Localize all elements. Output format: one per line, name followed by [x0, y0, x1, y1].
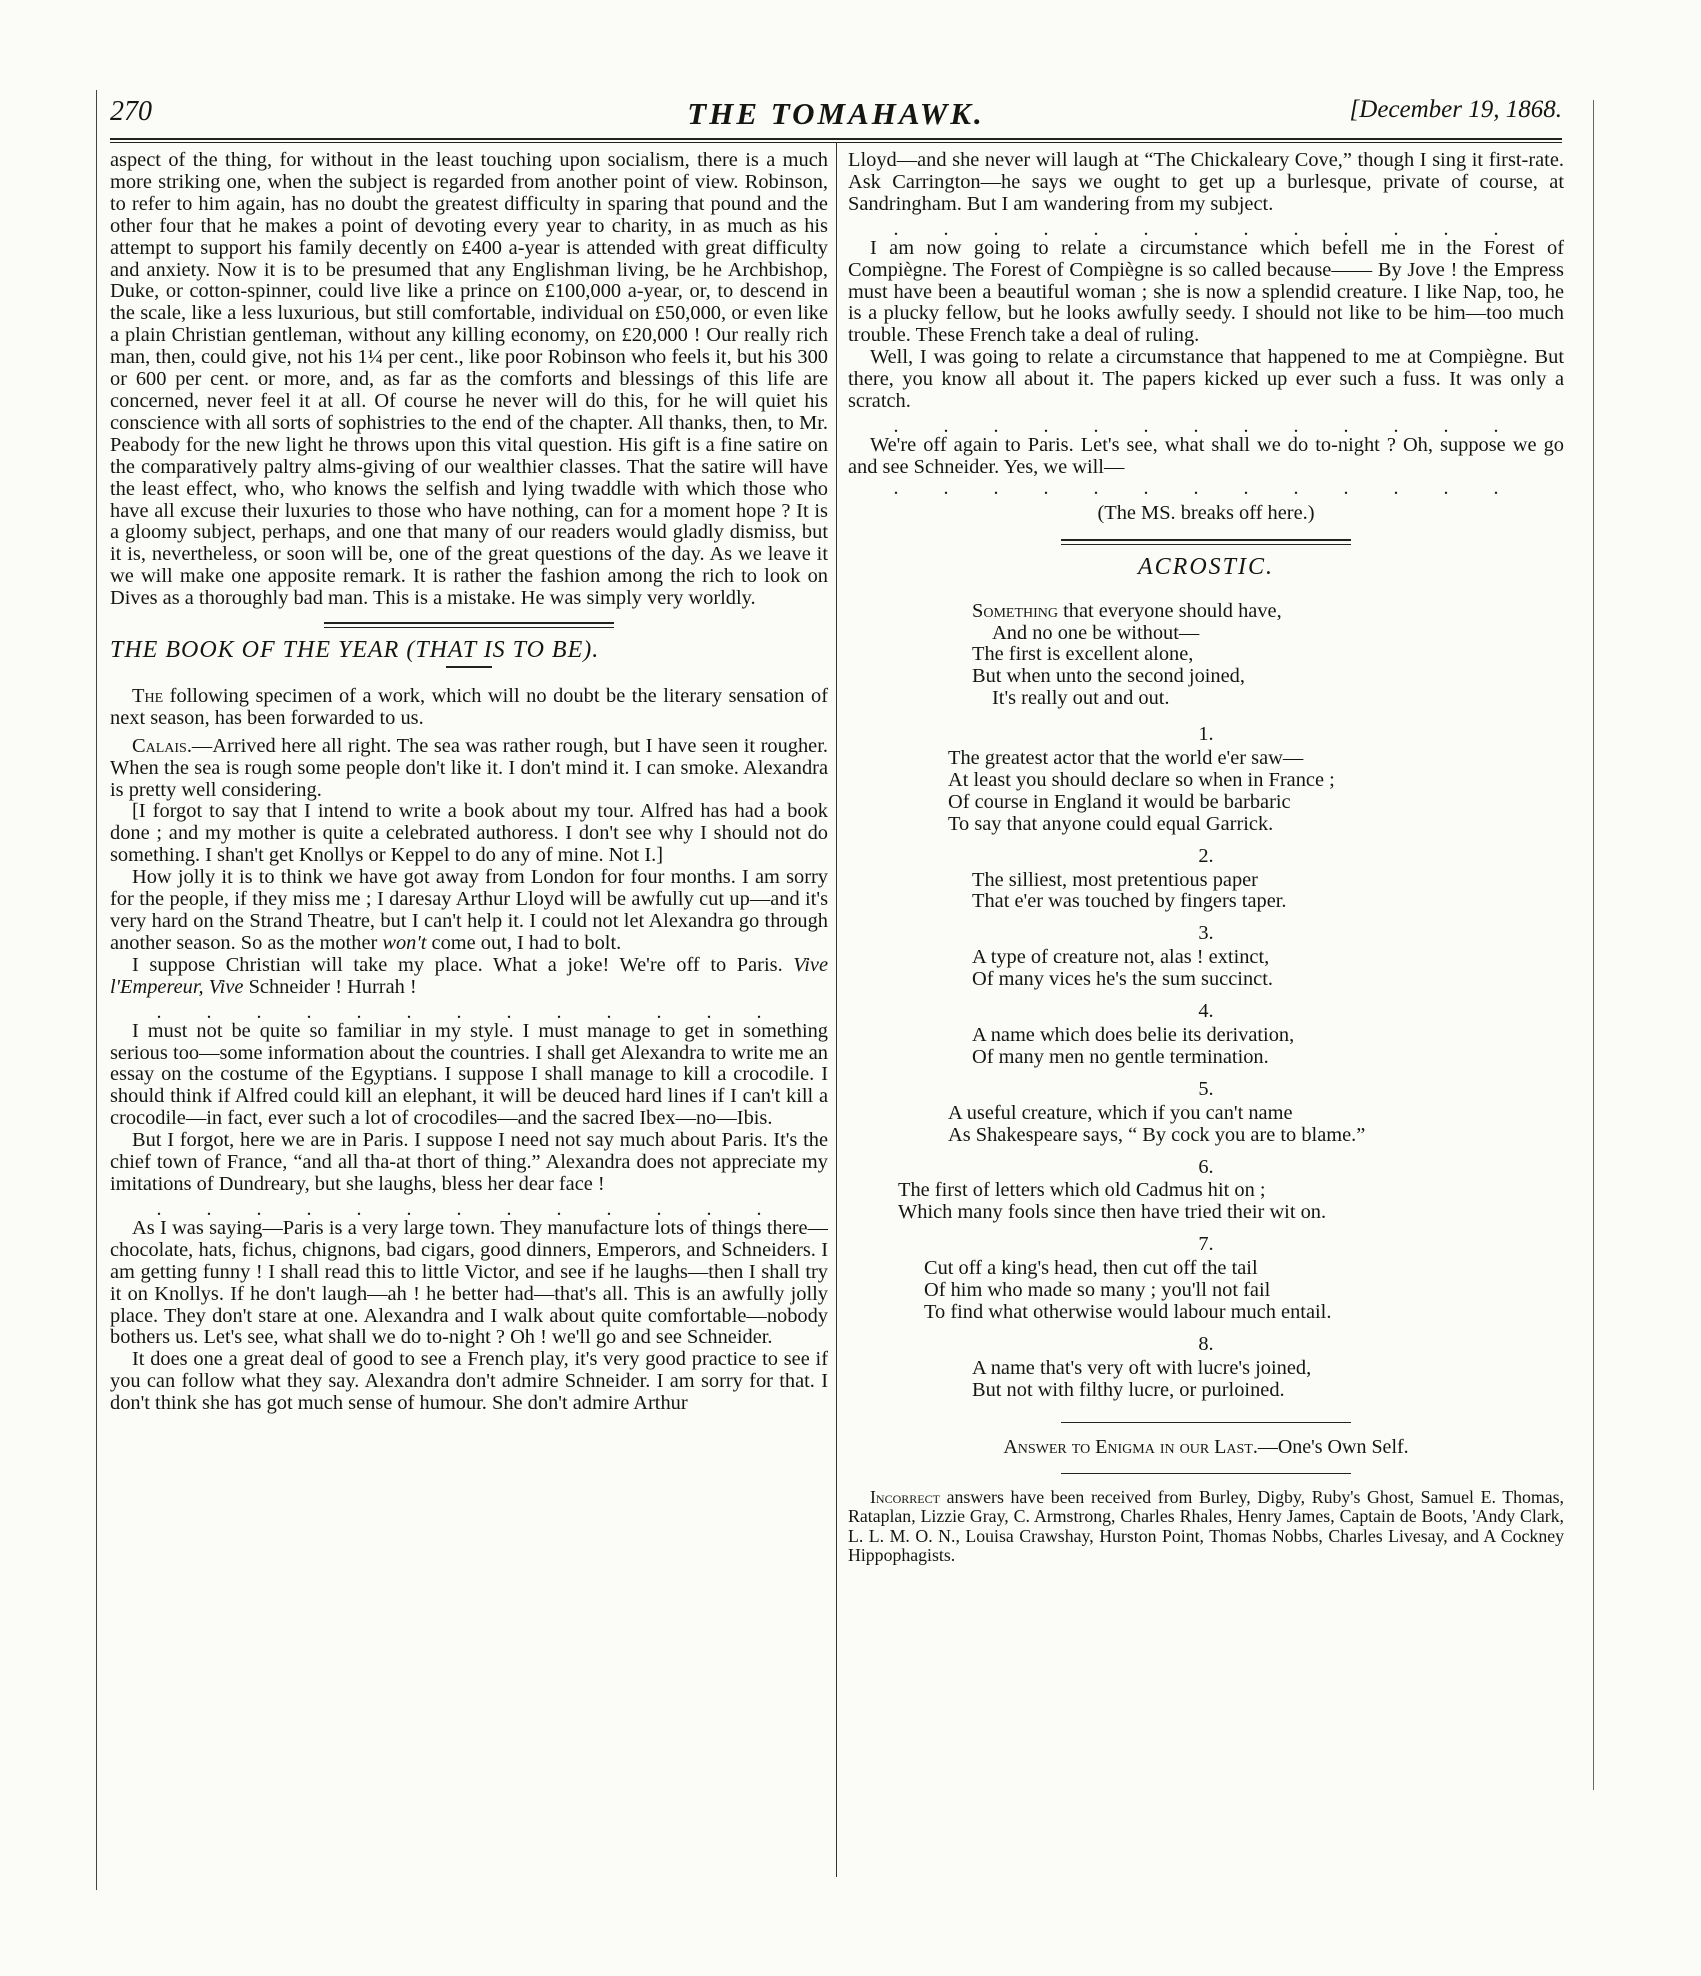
calais-text: —Arrived here all right. The sea was rather rough, but I have seen it rougher. When the sea is rough some people don't like it. I don't mind it. I can smoke. Alexandra is pretty well considering.	[110, 734, 828, 801]
poem-line: The silliest, most pretentious paper	[972, 868, 1258, 891]
ellipsis-divider: . . . . . . . . . . . . .	[156, 1002, 782, 1021]
ellipsis-divider: . . . . . . . . . . . . .	[893, 219, 1519, 238]
article-intro	[110, 686, 828, 730]
stanza-3	[848, 923, 1564, 991]
incorrect-label: Incorrect	[870, 1486, 940, 1507]
incorrect-text: answers have been received from Burley, Digby, Ruby's Ghost, Samuel E. Thomas, Rataplan, Lizzie Gray, C. Armstrong, Charles Rhales, Henry James, Captain de Boots, 'Andy Clark, L. L. M. O. N., Louisa Crawshay, Hurston Point, Thomas Nobbs, Charles Livesay, and A Cockney Hippophagists.	[848, 1486, 1564, 1565]
answer-line	[848, 1437, 1564, 1459]
poem-line: A name which does belie its derivation,	[972, 1024, 1295, 1046]
ellipsis-divider: . . . . . . . . . . . . .	[156, 1199, 782, 1218]
poem-first-word: Something	[972, 599, 1058, 622]
poem-line: But when unto the second joined,	[972, 665, 1245, 688]
intro-text: following specimen of a work, which will no doubt be the literary sensation of next season, has been forwarded to us.	[110, 684, 828, 729]
stanza-number: 3.	[1198, 922, 1214, 945]
stanza-2	[848, 846, 1564, 914]
ellipsis-divider: . . . . . . . . . . . . .	[893, 416, 1519, 435]
poem-line: To find what otherwise would labour much entail.	[924, 1300, 1332, 1323]
article-title: THE BOOK OF THE YEAR (THAT IS TO BE).	[110, 637, 600, 664]
poem-line: But not with filthy lucre, or purloined.	[972, 1378, 1285, 1401]
poem-line: A type of creature not, alas ! extinct,	[972, 946, 1270, 969]
poem-line: That e'er was touched by fingers taper.	[972, 890, 1287, 913]
intro-lead: The	[132, 684, 164, 707]
answer-rule	[1061, 1473, 1351, 1474]
stanza-number: 6.	[1198, 1155, 1214, 1178]
stanza-1	[848, 724, 1564, 836]
intro-paragraph: aspect of the thing, for without in the least touching upon socialism, there is a much more striking one, when the subject is regarded from another point of view. Robinson, to refer to him again, has no doubt the greatest difficulty in sparing that pound and the other four that he makes a point of devoting every year to charity, in as much as his attempt to support his family decently on £400 a-year is attended with great difficulty and anxiety. Now it is to be presumed that any Englishman living, be he Archbishop, Duke, or cotton-spinner, could live like a prince on £100,000 a-year, or, to descend in the scale, like a less luxurious, but still comfortable, individual on £50,000, or even like a plain Christian gentleman, without any killing economy, on £20,000 ! Our really rich man, then, could give, not his 1¼ per cent., like poor Robinson who feels it, but his 300 or 600 per cent. or more, and, as far as the comforts and blessings of this life are concerned, never feel it at all. Of course he never will do this, for he will quiet his conscience with all sorts of sophistries to the end of the chapter. All thanks, then, to Mr. Peabody for the new light he throws upon this vital question. His gift is a fine satire on the comparatively paltry alms-giving of our wealthier classes. That the satire will have the least effect, who, who knows the selfish and lying twaddle with which those who have all excuse their luxuries to those who have nothing, can for a moment hope ? It is a gloomy subject, perhaps, and one that many of our readers would gladly dismiss, but it is, nevertheless, or soon will be, one of the great questions of the day. As we leave it we will make one apposite remark. It is rather the fashion among the rich to look on Dives as a thoroughly bad man. This is a mistake. He was simply very worldly.	[110, 150, 828, 610]
christian-text-a: I suppose Christian will take my place. What a joke! We're off to Paris.	[132, 953, 783, 976]
stanza-5	[848, 1079, 1564, 1147]
well-paragraph: Well, I was going to relate a circumstance that happened to me at Compiègne. But there, you know all about it. The papers kicked up ever such a fuss. It was only a scratch.	[848, 346, 1564, 413]
stanza-number: 5.	[1198, 1077, 1214, 1100]
stanza-6	[848, 1157, 1564, 1225]
calais-paragraph	[110, 736, 828, 802]
lloyd-paragraph: Lloyd—and she never will laugh at “The Chickaleary Cove,” though I sing it first-rate. Ask Carrington—he says we ought to get up a burlesque, private of course, at Sandringham. But I am wandering from my subject.	[848, 150, 1564, 215]
title-rule	[446, 666, 492, 668]
poem-line: Of course in England it would be barbaric	[948, 790, 1291, 813]
poem-line: Of many men no gentle termination.	[972, 1045, 1269, 1068]
masthead-title: THE TOMAHAWK.	[687, 96, 985, 131]
left-margin-rule	[96, 90, 97, 1890]
stanza-number: 8.	[1198, 1332, 1214, 1355]
poem-line: Of many vices he's the sum succinct.	[972, 968, 1273, 991]
christian-text-b: Schneider ! Hurrah !	[248, 975, 417, 998]
left-column	[110, 150, 828, 1880]
off-again-paragraph: We're off again to Paris. Let's see, what shall we do to-night ? Oh, suppose we go and see Schneider. Yes, we will—	[848, 433, 1564, 478]
poem-line: The first is excellent alone,	[972, 643, 1194, 666]
section-divider	[324, 622, 614, 628]
stanza-number: 7.	[1198, 1233, 1214, 1256]
acrostic-intro	[972, 601, 1564, 711]
header-rule	[110, 138, 1562, 140]
poem-line: The first of letters which old Cadmus hit on ;	[898, 1179, 1266, 1202]
forgot-paragraph: [I forgot to say that I intend to write a book about my tour. Alfred has had a book done ; and my mother is quite a celebrated authoress. I don't see why I should not do something. I shan't get Knollys or Keppel to do any of mine. Not I.]	[110, 800, 828, 867]
stanza-7	[848, 1234, 1564, 1324]
poem-line: Of him who made so many ; you'll not fail	[924, 1279, 1271, 1302]
acrostic-rule	[1061, 1422, 1351, 1423]
ellipsis-divider: . . . . . . . . . . . . .	[893, 478, 1519, 497]
poem-line: As Shakespeare says, “ By cock you are to blame.”	[948, 1123, 1366, 1146]
poem-line: A useful creature, which if you can't name	[948, 1101, 1293, 1124]
french-play-paragraph: It does one a great deal of good to see a French play, it's very good practice to see if you can follow what they say. Alexandra don't admire Schneider. I am sorry for that. I don't think she has got much sense of humour. She don't admire Arthur	[110, 1348, 828, 1415]
ms-note: (The MS. breaks off here.)	[1097, 501, 1315, 524]
poem-line: Cut off a king's head, then cut off the tail	[924, 1257, 1258, 1280]
page-number: 270	[110, 96, 152, 127]
answer-text: —One's Own Self.	[1257, 1435, 1409, 1458]
poem-line: Something that everyone should have,	[972, 599, 1282, 622]
stanza-number: 2.	[1198, 844, 1214, 867]
right-margin-rule	[1593, 100, 1594, 1790]
jolly-text-b: come out, I had to bolt.	[431, 931, 622, 954]
jolly-paragraph	[110, 867, 828, 955]
issue-date: [December 19, 1868.	[1349, 96, 1562, 123]
calais-label: Calais.	[132, 734, 192, 757]
stanza-8	[848, 1334, 1564, 1402]
section-divider	[1061, 539, 1351, 545]
incorrect-answers	[848, 1488, 1564, 1566]
poem-line: It's really out and out.	[992, 687, 1170, 710]
forest-paragraph: I am now going to relate a circumstance which befell me in the Forest of Compiègne. The Forest of Compiègne is so called because—— By Jove ! the Empress must have been a beautiful woman ; she is now a splendid creature. I like Nap, too, he is a plucky fellow, but he looks awfully seedy. I should not like to be him—too much trouble. These French take a deal of ruling.	[848, 236, 1564, 347]
poem-line: Which many fools since then have tried their wit on.	[898, 1201, 1327, 1224]
christian-paragraph	[110, 955, 828, 999]
answer-label: Answer to Enigma in our Last.	[1003, 1435, 1258, 1458]
poem-line: A name that's very oft with lucre's joined,	[972, 1356, 1312, 1379]
poem-line: At least you should declare so when in France ;	[948, 768, 1335, 791]
column-divider	[836, 142, 837, 1877]
poem-line: The greatest actor that the world e'er saw—	[948, 747, 1304, 770]
right-column	[848, 150, 1564, 1880]
familiar-paragraph: I must not be quite so familiar in my style. I must manage to get in something serious too—some information about the countries. I shall get Alexandra to write me an essay on the costume of the Egyptians. I suppose I shall manage to kill a crocodile. I should think if Alfred could kill an elephant, it will be deuced hard lines if I can't kill a crocodile—in fact, ever such a lot of crocodiles—and the sacred Ibex—no—Ibis.	[110, 1019, 828, 1130]
saying-paragraph: As I was saying—Paris is a very large town. They manufacture lots of things there—chocolate, hats, fichus, chignons, bad cigars, good dinners, Emperors, and Schneiders. I am getting funny ! I shall read this to little Victor, and see if he laughs—then I shall try it on Knollys. If he don't laugh—ah ! he better had—that's all. This is an awfully jolly place. They don't stare at one. Alexandra and I walk about quite comfortable—nobody bothers us. Let's see, what shall we do to-night ? Oh ! we'll go and see Schneider.	[110, 1216, 828, 1349]
poem-line: To say that anyone could equal Garrick.	[948, 812, 1274, 835]
poem-line: And no one be without—	[992, 621, 1200, 644]
jolly-text-a: How jolly it is to think we have got away from London for four months. I am sorry for the people, if they miss me ; I daresay Arthur Lloyd will be awfully cut up—and it's very hard on the Strand Theatre, but I can't help it. I could not let Alexandra go through another season. So as the mother	[110, 866, 828, 954]
paris-paragraph: But I forgot, here we are in Paris. I suppose I need not say much about Paris. It's the chief town of France, “and all tha-at thort of thing.” Alexandra does not appreciate my imitations of Dundreary, but she laughs, bless her dear face !	[110, 1129, 828, 1195]
stanza-4	[848, 1001, 1564, 1069]
jolly-wont: won't	[382, 931, 427, 954]
page-header	[110, 96, 1562, 136]
acrostic-title: ACROSTIC.	[1137, 553, 1274, 580]
stanza-number: 1.	[1198, 723, 1214, 746]
stanza-number: 4.	[1198, 1000, 1214, 1023]
christian-vive: Vive l'Empereur, Vive	[110, 953, 828, 998]
